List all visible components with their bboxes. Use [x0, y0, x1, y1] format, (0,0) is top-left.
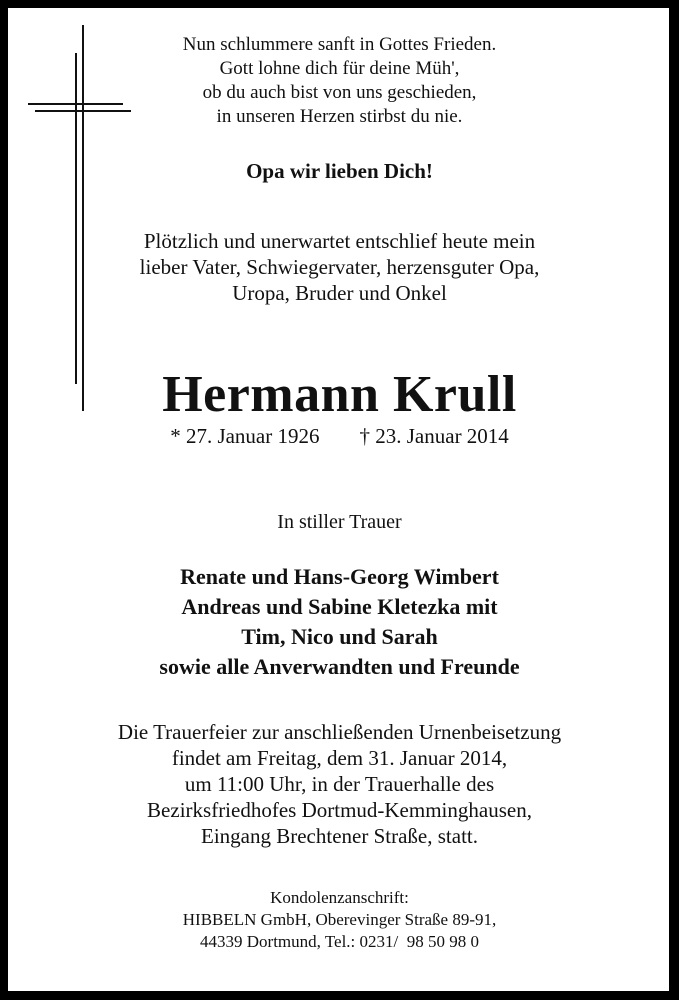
verse-line: Nun schlummere sanft in Gottes Frieden.: [182, 34, 497, 55]
birth-date: * 27. Januar 1926: [170, 424, 320, 448]
ceremony-line: findet am Freitag, dem 31. Januar 2014,: [171, 746, 508, 770]
mourner-line: sowie alle Anverwandten und Freunde: [159, 654, 520, 679]
intro-line: Uropa, Bruder und Onkel: [232, 281, 447, 305]
mourner-line: Andreas und Sabine Kletezka mit: [181, 594, 498, 619]
verse-line: ob du auch bist von uns geschieden,: [202, 82, 477, 103]
mourners-list: [0, 562, 679, 682]
ceremony-line: Bezirksfriedhofes Dortmud-Kemminghausen,: [147, 798, 532, 822]
verse-line: in unseren Herzen stirbst du nie.: [216, 106, 463, 127]
mourning-label: In stiller Trauer: [277, 511, 402, 533]
mourner-line: Renate und Hans-Georg Wimbert: [180, 564, 499, 589]
condolence-label: Kondolenzanschrift:: [270, 888, 409, 907]
condolence-address: [0, 887, 679, 953]
deceased-name: Hermann Krull: [162, 366, 517, 423]
ceremony-line: Eingang Brechtener Straße, statt.: [201, 824, 478, 848]
death-date: † 23. Januar 2014: [359, 424, 509, 448]
ceremony-line: Die Trauerfeier zur anschließenden Urnenbeisetzung: [117, 720, 562, 744]
ceremony-line: um 11:00 Uhr, in der Trauerhalle des: [184, 772, 495, 796]
verse-line: Gott lohne dich für deine Müh',: [219, 58, 460, 79]
intro-line: lieber Vater, Schwiegervater, herzensguter Opa,: [139, 255, 540, 279]
ceremony-info: [0, 719, 679, 849]
condolence-line: HIBBELN GmbH, Oberevinger Straße 89-91,: [182, 910, 497, 929]
verse: [0, 33, 679, 129]
mourner-line: Tim, Nico und Sarah: [241, 624, 438, 649]
intro-line: Plötzlich und unerwartet entschlief heute mein: [143, 229, 536, 253]
condolence-line: 44339 Dortmund, Tel.: 0231/ 98 50 98 0: [200, 932, 479, 951]
intro-text: [0, 228, 679, 306]
dedication: Opa wir lieben Dich!: [246, 159, 433, 183]
life-dates: [0, 423, 679, 449]
